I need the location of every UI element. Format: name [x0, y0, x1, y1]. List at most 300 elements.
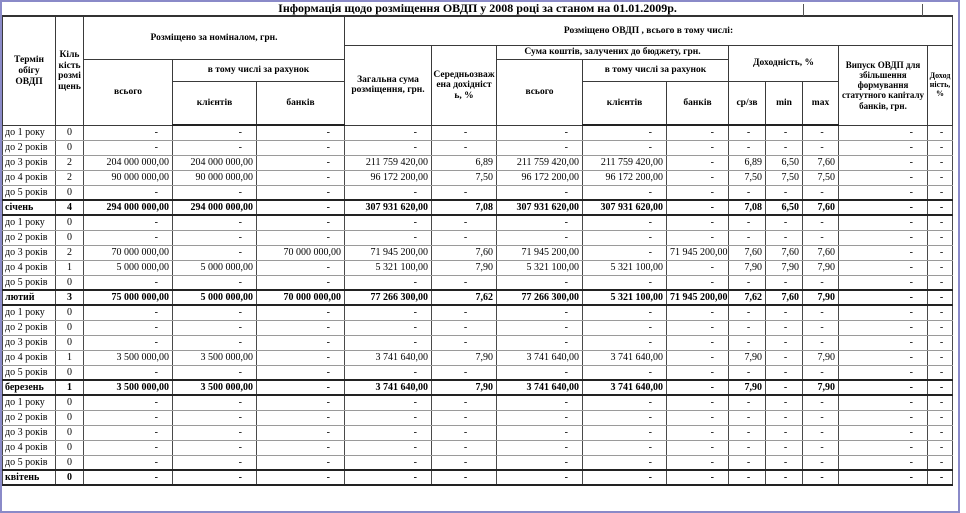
capital-issue-cell: -	[839, 455, 928, 470]
yield-min-cell: -	[766, 305, 803, 320]
yield-avg-cell: -	[729, 305, 766, 320]
budget-total-cell: 96 172 200,00	[497, 170, 583, 185]
nominal-clients-cell: -	[173, 410, 257, 425]
capital-issue-cell: -	[839, 245, 928, 260]
budget-clients-cell: -	[583, 125, 667, 140]
nominal-banks-cell: -	[257, 470, 345, 485]
count-cell: 0	[56, 425, 84, 440]
yield-min-cell: -	[766, 350, 803, 365]
avg-weighted-yield-cell: -	[432, 230, 497, 245]
yield-avg-cell: -	[729, 410, 766, 425]
capital-issue-cell: -	[839, 335, 928, 350]
avg-weighted-yield-cell: 7,50	[432, 170, 497, 185]
placement-sum-cell: 5 321 100,00	[345, 260, 432, 275]
yield-max-cell: -	[803, 215, 839, 230]
term-row	[3, 140, 953, 155]
nominal-banks-cell: -	[257, 410, 345, 425]
budget-clients-cell: -	[583, 215, 667, 230]
nominal-banks-cell: -	[257, 230, 345, 245]
col-header-yield-avg: ср/зв	[729, 81, 766, 125]
yield-avg-cell: -	[729, 140, 766, 155]
nominal-banks-cell: -	[257, 185, 345, 200]
yield-min-cell: -	[766, 335, 803, 350]
nominal-clients-cell: -	[173, 185, 257, 200]
budget-total-cell: -	[497, 440, 583, 455]
nominal-clients-cell: -	[173, 320, 257, 335]
term-row	[3, 425, 953, 440]
term-cell: до 5 років	[3, 185, 56, 200]
yield-min-cell: -	[766, 380, 803, 395]
month-total-row	[3, 470, 953, 485]
nominal-clients-cell: -	[173, 245, 257, 260]
nominal-clients-cell: -	[173, 215, 257, 230]
nominal-banks-cell: -	[257, 125, 345, 140]
yield-max-cell: -	[803, 320, 839, 335]
term-cell: до 1 року	[3, 305, 56, 320]
nominal-total-cell: -	[84, 320, 173, 335]
col-header-yield-min: min	[766, 81, 803, 125]
avg-weighted-yield-cell: -	[432, 320, 497, 335]
budget-banks-cell: -	[667, 200, 729, 215]
yield-min-cell: 7,50	[766, 170, 803, 185]
nominal-banks-cell: -	[257, 260, 345, 275]
term-row	[3, 305, 953, 320]
yield-max-cell: 7,60	[803, 245, 839, 260]
count-cell: 3	[56, 290, 84, 305]
budget-banks-cell: -	[667, 215, 729, 230]
count-cell: 0	[56, 410, 84, 425]
avg-weighted-yield-cell: -	[432, 335, 497, 350]
term-row	[3, 230, 953, 245]
nominal-total-cell: -	[84, 305, 173, 320]
nominal-clients-cell: -	[173, 335, 257, 350]
col-header-budget-total: всього	[497, 59, 583, 125]
month-total-row	[3, 290, 953, 305]
budget-clients-cell: -	[583, 305, 667, 320]
budget-clients-cell: -	[583, 425, 667, 440]
col-header-count: Кількість розміщень	[56, 16, 84, 125]
yield-pct-cell: -	[928, 140, 953, 155]
col-header-placement-sum: Загальна сума розміщення, грн.	[345, 45, 432, 125]
term-row	[3, 170, 953, 185]
yield-pct-cell: -	[928, 410, 953, 425]
yield-max-cell: -	[803, 365, 839, 380]
nominal-clients-cell: 204 000 000,00	[173, 155, 257, 170]
yield-pct-cell: -	[928, 320, 953, 335]
budget-banks-cell: -	[667, 395, 729, 410]
count-cell: 1	[56, 260, 84, 275]
yield-max-cell: -	[803, 455, 839, 470]
budget-banks-cell: -	[667, 275, 729, 290]
group-header-placed: Розміщено ОВДП , всього в тому числі:	[345, 16, 953, 45]
budget-banks-cell: -	[667, 425, 729, 440]
nominal-banks-cell: 70 000 000,00	[257, 290, 345, 305]
nominal-banks-cell: -	[257, 170, 345, 185]
placement-sum-cell: -	[345, 125, 432, 140]
nominal-total-cell: -	[84, 275, 173, 290]
budget-total-cell: -	[497, 230, 583, 245]
yield-avg-cell: -	[729, 395, 766, 410]
avg-weighted-yield-cell: -	[432, 215, 497, 230]
count-cell: 0	[56, 335, 84, 350]
count-cell: 0	[56, 125, 84, 140]
col-header-budget-banks: банків	[667, 81, 729, 125]
yield-avg-cell: -	[729, 425, 766, 440]
count-cell: 1	[56, 380, 84, 395]
nominal-banks-cell: -	[257, 455, 345, 470]
yield-pct-cell: -	[928, 380, 953, 395]
placement-sum-cell: -	[345, 215, 432, 230]
nominal-clients-cell: -	[173, 425, 257, 440]
placement-sum-cell: 307 931 620,00	[345, 200, 432, 215]
yield-min-cell: 6,50	[766, 155, 803, 170]
yield-pct-cell: -	[928, 230, 953, 245]
nominal-total-cell: 204 000 000,00	[84, 155, 173, 170]
nominal-total-cell: -	[84, 395, 173, 410]
yield-avg-cell: 7,90	[729, 260, 766, 275]
term-cell: січень	[3, 200, 56, 215]
yield-max-cell: 7,90	[803, 380, 839, 395]
count-cell: 0	[56, 215, 84, 230]
capital-issue-cell: -	[839, 155, 928, 170]
budget-clients-cell: -	[583, 230, 667, 245]
placement-sum-cell: -	[345, 440, 432, 455]
yield-max-cell: -	[803, 410, 839, 425]
yield-pct-cell: -	[928, 170, 953, 185]
page-title: Інформація щодо розміщення ОВДП у 2008 році за станом на 01.01.2009р.	[3, 2, 953, 16]
yield-min-cell: -	[766, 425, 803, 440]
budget-total-cell: -	[497, 410, 583, 425]
capital-issue-cell: -	[839, 395, 928, 410]
capital-issue-cell: -	[839, 275, 928, 290]
yield-min-cell: -	[766, 125, 803, 140]
budget-clients-cell: -	[583, 320, 667, 335]
nominal-total-cell: -	[84, 185, 173, 200]
col-header-yield-pct: Доходність, %	[928, 45, 953, 125]
nominal-banks-cell: -	[257, 440, 345, 455]
budget-total-cell: 3 741 640,00	[497, 380, 583, 395]
term-cell: до 5 років	[3, 365, 56, 380]
placement-sum-cell: 211 759 420,00	[345, 155, 432, 170]
budget-banks-cell: -	[667, 140, 729, 155]
nominal-banks-cell: -	[257, 380, 345, 395]
nominal-total-cell: 3 500 000,00	[84, 350, 173, 365]
capital-issue-cell: -	[839, 230, 928, 245]
placement-sum-cell: -	[345, 185, 432, 200]
budget-total-cell: -	[497, 320, 583, 335]
term-cell: до 2 років	[3, 320, 56, 335]
budget-banks-cell: -	[667, 335, 729, 350]
nominal-banks-cell: -	[257, 155, 345, 170]
nominal-total-cell: -	[84, 335, 173, 350]
yield-avg-cell: 7,90	[729, 350, 766, 365]
yield-pct-cell: -	[928, 275, 953, 290]
avg-weighted-yield-cell: -	[432, 455, 497, 470]
yield-avg-cell: -	[729, 335, 766, 350]
count-cell: 0	[56, 140, 84, 155]
term-row	[3, 185, 953, 200]
yield-pct-cell: -	[928, 155, 953, 170]
term-cell: до 2 років	[3, 230, 56, 245]
budget-total-cell: 5 321 100,00	[497, 260, 583, 275]
yield-max-cell: -	[803, 305, 839, 320]
nominal-banks-cell: -	[257, 395, 345, 410]
term-cell: до 4 років	[3, 170, 56, 185]
table-body	[3, 125, 953, 485]
yield-min-cell: -	[766, 395, 803, 410]
capital-issue-cell: -	[839, 140, 928, 155]
placement-sum-cell: -	[345, 335, 432, 350]
nominal-banks-cell: -	[257, 335, 345, 350]
budget-banks-cell: -	[667, 125, 729, 140]
avg-weighted-yield-cell: -	[432, 425, 497, 440]
budget-clients-cell: -	[583, 455, 667, 470]
month-total-row	[3, 380, 953, 395]
yield-pct-cell: -	[928, 350, 953, 365]
budget-clients-cell: -	[583, 245, 667, 260]
nominal-clients-cell: -	[173, 440, 257, 455]
yield-min-cell: -	[766, 185, 803, 200]
term-cell: до 2 років	[3, 410, 56, 425]
budget-banks-cell: -	[667, 455, 729, 470]
yield-pct-cell: -	[928, 440, 953, 455]
placement-sum-cell: -	[345, 365, 432, 380]
capital-issue-cell: -	[839, 290, 928, 305]
budget-banks-cell: -	[667, 410, 729, 425]
placement-sum-cell: -	[345, 230, 432, 245]
placement-sum-cell: -	[345, 455, 432, 470]
yield-pct-cell: -	[928, 215, 953, 230]
count-cell: 0	[56, 320, 84, 335]
yield-max-cell: 7,90	[803, 290, 839, 305]
budget-banks-cell: -	[667, 170, 729, 185]
yield-pct-cell: -	[928, 260, 953, 275]
budget-clients-cell: -	[583, 395, 667, 410]
term-cell: до 3 років	[3, 335, 56, 350]
budget-banks-cell: -	[667, 320, 729, 335]
term-row	[3, 155, 953, 170]
yield-min-cell: 7,60	[766, 245, 803, 260]
avg-weighted-yield-cell: -	[432, 395, 497, 410]
yield-pct-cell: -	[928, 125, 953, 140]
term-row	[3, 335, 953, 350]
budget-total-cell: 211 759 420,00	[497, 155, 583, 170]
yield-min-cell: -	[766, 215, 803, 230]
yield-max-cell: -	[803, 335, 839, 350]
yield-pct-cell: -	[928, 455, 953, 470]
avg-weighted-yield-cell: -	[432, 365, 497, 380]
yield-max-cell: 7,60	[803, 200, 839, 215]
budget-clients-cell: -	[583, 185, 667, 200]
term-cell: до 4 років	[3, 440, 56, 455]
capital-issue-cell: -	[839, 185, 928, 200]
term-row	[3, 245, 953, 260]
yield-avg-cell: -	[729, 440, 766, 455]
budget-clients-cell: 211 759 420,00	[583, 155, 667, 170]
avg-weighted-yield-cell: -	[432, 140, 497, 155]
term-row	[3, 350, 953, 365]
col-header-yield-max: max	[803, 81, 839, 125]
col-header-nominal-banks: банків	[257, 81, 345, 125]
group-header-budget: Сума коштів, залучених до бюджету, грн.	[497, 45, 729, 59]
placement-sum-cell: -	[345, 140, 432, 155]
ovdp-placement-table	[2, 2, 953, 486]
budget-total-cell: -	[497, 140, 583, 155]
budget-total-cell: -	[497, 215, 583, 230]
yield-avg-cell: -	[729, 230, 766, 245]
budget-total-cell: 71 945 200,00	[497, 245, 583, 260]
yield-max-cell: -	[803, 470, 839, 485]
yield-pct-cell: -	[928, 185, 953, 200]
budget-banks-cell: -	[667, 365, 729, 380]
budget-total-cell: -	[497, 470, 583, 485]
avg-weighted-yield-cell: 7,62	[432, 290, 497, 305]
term-row	[3, 410, 953, 425]
term-cell: до 3 років	[3, 425, 56, 440]
capital-issue-cell: -	[839, 305, 928, 320]
budget-clients-cell: 5 321 100,00	[583, 260, 667, 275]
nominal-total-cell: -	[84, 365, 173, 380]
yield-max-cell: 7,50	[803, 170, 839, 185]
col-header-capital-issue: Випуск ОВДП для збільшення формування статутного капіталу банків, грн.	[839, 45, 928, 125]
term-row	[3, 260, 953, 275]
avg-weighted-yield-cell: 7,60	[432, 245, 497, 260]
budget-banks-cell: -	[667, 155, 729, 170]
nominal-clients-cell: 3 500 000,00	[173, 380, 257, 395]
count-cell: 2	[56, 245, 84, 260]
avg-weighted-yield-cell: 7,90	[432, 350, 497, 365]
nominal-banks-cell: -	[257, 200, 345, 215]
nominal-clients-cell: 3 500 000,00	[173, 350, 257, 365]
yield-min-cell: -	[766, 140, 803, 155]
title-row-gridline	[803, 4, 804, 16]
budget-total-cell: 3 741 640,00	[497, 350, 583, 365]
avg-weighted-yield-cell: -	[432, 470, 497, 485]
yield-avg-cell: -	[729, 365, 766, 380]
yield-min-cell: 7,60	[766, 290, 803, 305]
avg-weighted-yield-cell: 6,89	[432, 155, 497, 170]
nominal-banks-cell: -	[257, 275, 345, 290]
capital-issue-cell: -	[839, 260, 928, 275]
capital-issue-cell: -	[839, 365, 928, 380]
nominal-banks-cell: 70 000 000,00	[257, 245, 345, 260]
budget-total-cell: 307 931 620,00	[497, 200, 583, 215]
count-cell: 0	[56, 395, 84, 410]
nominal-clients-cell: -	[173, 125, 257, 140]
nominal-clients-cell: -	[173, 395, 257, 410]
yield-avg-cell: -	[729, 470, 766, 485]
nominal-clients-cell: 5 000 000,00	[173, 260, 257, 275]
nominal-total-cell: -	[84, 410, 173, 425]
placement-sum-cell: -	[345, 320, 432, 335]
nominal-total-cell: -	[84, 230, 173, 245]
term-cell: до 3 років	[3, 155, 56, 170]
yield-min-cell: -	[766, 470, 803, 485]
nominal-banks-cell: -	[257, 350, 345, 365]
count-cell: 4	[56, 200, 84, 215]
col-header-avg-yield: Середньозважена дохідність, %	[432, 45, 497, 125]
count-cell: 0	[56, 275, 84, 290]
nominal-clients-cell: -	[173, 275, 257, 290]
capital-issue-cell: -	[839, 170, 928, 185]
term-cell: до 3 років	[3, 245, 56, 260]
term-cell: квітень	[3, 470, 56, 485]
col-header-nominal-total: всього	[84, 59, 173, 125]
yield-max-cell: 7,90	[803, 260, 839, 275]
budget-clients-cell: -	[583, 365, 667, 380]
yield-max-cell: -	[803, 275, 839, 290]
capital-issue-cell: -	[839, 125, 928, 140]
title-row-gridline	[922, 4, 923, 16]
yield-max-cell: -	[803, 185, 839, 200]
budget-total-cell: -	[497, 365, 583, 380]
yield-max-cell: -	[803, 230, 839, 245]
avg-weighted-yield-cell: -	[432, 440, 497, 455]
avg-weighted-yield-cell: -	[432, 125, 497, 140]
month-total-row	[3, 200, 953, 215]
budget-banks-cell: -	[667, 305, 729, 320]
nominal-clients-cell: -	[173, 455, 257, 470]
placement-sum-cell: -	[345, 470, 432, 485]
yield-pct-cell: -	[928, 290, 953, 305]
nominal-clients-cell: 5 000 000,00	[173, 290, 257, 305]
yield-min-cell: -	[766, 275, 803, 290]
yield-max-cell: 7,60	[803, 155, 839, 170]
term-cell: до 2 років	[3, 140, 56, 155]
avg-weighted-yield-cell: 7,90	[432, 260, 497, 275]
nominal-total-cell: -	[84, 425, 173, 440]
capital-issue-cell: -	[839, 200, 928, 215]
nominal-total-cell: -	[84, 440, 173, 455]
term-cell: до 4 років	[3, 260, 56, 275]
col-header-budget-clients: клієнтів	[583, 81, 667, 125]
nominal-banks-cell: -	[257, 320, 345, 335]
budget-total-cell: -	[497, 335, 583, 350]
count-cell: 0	[56, 230, 84, 245]
placement-sum-cell: -	[345, 410, 432, 425]
avg-weighted-yield-cell: -	[432, 305, 497, 320]
term-row	[3, 455, 953, 470]
budget-total-cell: 77 266 300,00	[497, 290, 583, 305]
yield-min-cell: -	[766, 455, 803, 470]
yield-avg-cell: -	[729, 215, 766, 230]
placement-sum-cell: 96 172 200,00	[345, 170, 432, 185]
nominal-clients-cell: 90 000 000,00	[173, 170, 257, 185]
term-cell: березень	[3, 380, 56, 395]
group-header-nominal: Розміщено за номіналом, грн.	[84, 16, 345, 59]
budget-clients-cell: -	[583, 335, 667, 350]
yield-pct-cell: -	[928, 395, 953, 410]
count-cell: 2	[56, 155, 84, 170]
capital-issue-cell: -	[839, 215, 928, 230]
yield-max-cell: -	[803, 395, 839, 410]
nominal-total-cell: -	[84, 215, 173, 230]
yield-pct-cell: -	[928, 470, 953, 485]
nominal-total-cell: -	[84, 455, 173, 470]
col-header-term: Термін обігу ОВДП	[3, 16, 56, 125]
nominal-total-cell: 70 000 000,00	[84, 245, 173, 260]
budget-banks-cell: -	[667, 260, 729, 275]
term-cell: до 4 років	[3, 350, 56, 365]
budget-total-cell: -	[497, 185, 583, 200]
term-row	[3, 215, 953, 230]
yield-max-cell: 7,90	[803, 350, 839, 365]
placement-sum-cell: -	[345, 425, 432, 440]
yield-max-cell: -	[803, 425, 839, 440]
yield-avg-cell: 7,60	[729, 245, 766, 260]
budget-clients-cell: -	[583, 440, 667, 455]
yield-pct-cell: -	[928, 305, 953, 320]
